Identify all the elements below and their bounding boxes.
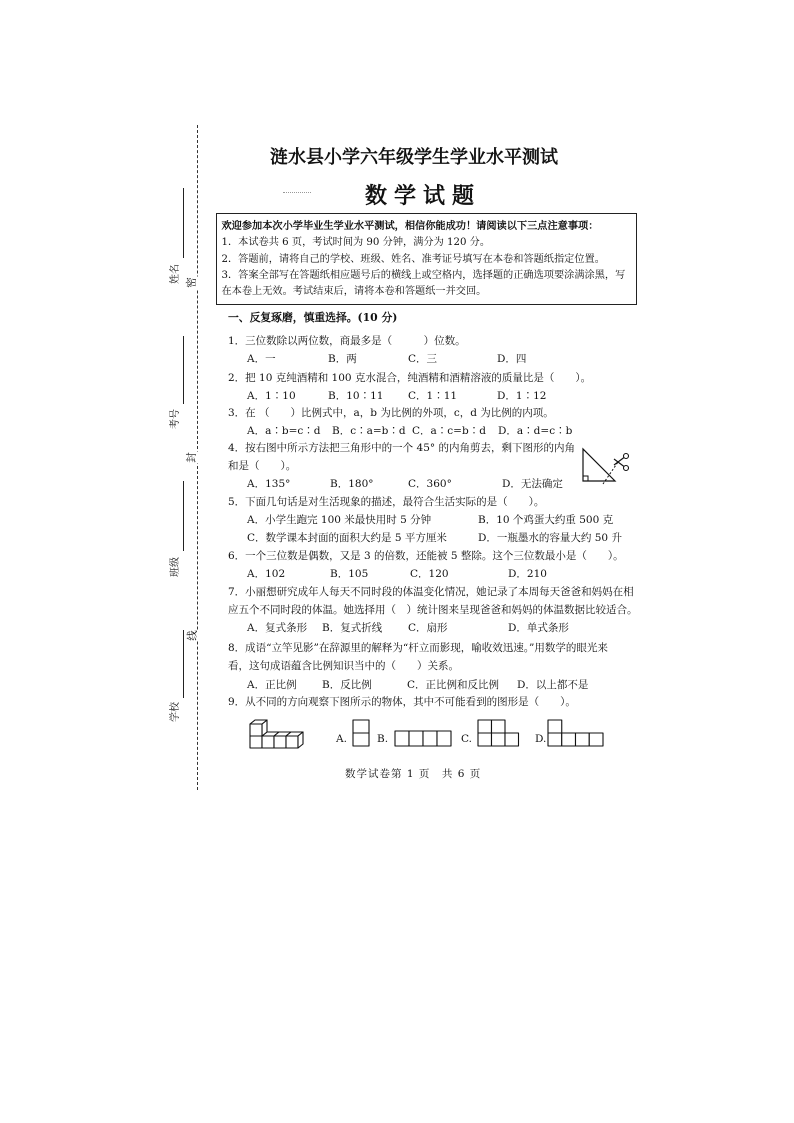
option-a-figure bbox=[353, 720, 369, 746]
option-c: C．360° bbox=[408, 478, 452, 490]
school-field-label: 学校 bbox=[170, 702, 181, 722]
option-a: A．135° bbox=[247, 478, 291, 490]
option-b: B．105 bbox=[330, 568, 369, 580]
question-stem: 3．在 （ ）比例式中，a，b 为比例的外项，c，d 为比例的内项。 bbox=[228, 407, 554, 419]
question-stem: 2．把 10 克纯酒精和 100 克水混合，纯酒精和酒精溶液的质量比是（ ）。 bbox=[228, 372, 592, 384]
notice-line: 3．答案全部写在答题纸相应题号后的横线上或空格内，选择题的正确选项要涂满涂黑，写 bbox=[221, 269, 626, 281]
option-a: A．a∶b=c∶d bbox=[247, 425, 321, 437]
notice-line: 1．本试卷共 6 页，考试时间为 90 分钟，满分为 120 分。 bbox=[221, 236, 491, 248]
option-d: D．以上都不是 bbox=[517, 679, 589, 691]
option-b: B．两 bbox=[328, 353, 357, 365]
option-b-figure bbox=[395, 731, 451, 746]
option-b: B．10 个鸡蛋大约重 500 克 bbox=[478, 514, 614, 526]
option-c: C．三 bbox=[408, 353, 438, 365]
name-field-label: 姓名 bbox=[170, 264, 181, 284]
option-c: C．1∶11 bbox=[408, 390, 458, 402]
subject-title: 数学试题 bbox=[365, 183, 482, 209]
notice-intro: 欢迎参加本次小学毕业生学业水平测试，相信你能成功！请阅读以下三点注意事项： bbox=[221, 219, 599, 232]
question-stem: 4．按右图中所示方法把三角形中的一个 45° 的内角剪去，剩下图形的内角 bbox=[228, 442, 575, 454]
option-d: D．210 bbox=[508, 568, 547, 580]
question-stem: 5．下面几句话是对生活现象的描述，最符合生活实际的是（ ）。 bbox=[228, 496, 545, 508]
cube-object-figure bbox=[250, 720, 303, 748]
seal-char-feng: 封 bbox=[185, 452, 198, 463]
option-d: D．无法确定 bbox=[502, 478, 563, 490]
option-d: D．a∶d=c∶b bbox=[498, 425, 573, 437]
question-stem-continued: 应五个不同时段的体温。她选择用（ ）统计图来呈现爸爸和妈妈的体温数据比较适合。 bbox=[228, 604, 638, 616]
option-d: D．一瓶墨水的容量大约 50 升 bbox=[478, 532, 622, 544]
page-footer: 数学试卷第 1 页 共 6 页 bbox=[345, 768, 482, 780]
section-heading: 一、反复琢磨，慎重选择。(10 分) bbox=[228, 311, 398, 324]
option-c: C．120 bbox=[410, 568, 449, 580]
option-a: A．1∶10 bbox=[247, 390, 296, 402]
option-d: D．1∶12 bbox=[497, 390, 547, 402]
option-d: D．四 bbox=[497, 353, 527, 365]
seal-char-xian: 线 bbox=[186, 630, 199, 641]
seal-char-mi: 密 bbox=[185, 277, 198, 288]
exam-number-underline bbox=[183, 336, 184, 404]
option-c-label: C. bbox=[461, 733, 472, 745]
page-title: 涟水县小学六年级学生学业水平测试 bbox=[270, 147, 558, 168]
question-stem: 8．成语“立竿见影”在辞源里的解释为“杆立而影现，喻收效迅速。”用数学的眼光来 bbox=[228, 642, 608, 654]
views-figure bbox=[245, 716, 610, 750]
question-stem-continued: 和是（ ）。 bbox=[228, 460, 297, 472]
class-underline bbox=[183, 481, 184, 551]
option-a: A．复式条形 bbox=[247, 622, 308, 634]
option-b: B．反比例 bbox=[322, 679, 372, 691]
question-stem-continued: 看，这句成语蕴含比例知识当中的（ ）关系。 bbox=[228, 660, 459, 672]
option-a-label: A. bbox=[336, 733, 347, 745]
option-d: D．单式条形 bbox=[508, 622, 569, 634]
triangle-cut-figure bbox=[578, 444, 632, 486]
option-a: A．小学生跑完 100 米最快用时 5 分钟 bbox=[247, 514, 432, 526]
question-stem: 9．从不同的方向观察下图所示的物体，其中不可能看到的图形是（ ）。 bbox=[228, 696, 576, 708]
option-c: C．正比例和反比例 bbox=[407, 679, 500, 691]
exam-number-field-label: 考号 bbox=[170, 409, 181, 429]
question-stem: 7．小丽想研究成年人每天不同时段的体温变化情况，她记录了本周每天爸爸和妈妈在相 bbox=[228, 586, 634, 598]
notice-line: 在本卷上无效。考试结束后，请将本卷和答题纸一并交回。 bbox=[221, 285, 487, 297]
option-c: C．数学课本封面的面积大约是 5 平方厘米 bbox=[247, 532, 447, 544]
name-underline bbox=[183, 188, 184, 258]
option-b: B．10∶11 bbox=[328, 390, 384, 402]
option-a: A．一 bbox=[247, 353, 276, 365]
right-angle-mark bbox=[583, 476, 588, 481]
option-c: C．a∶c=b∶d bbox=[412, 425, 486, 437]
school-underline bbox=[183, 630, 184, 698]
option-b: B．复式折线 bbox=[322, 622, 383, 634]
option-b-label: B. bbox=[377, 733, 389, 745]
option-d-figure bbox=[548, 720, 603, 746]
notice-line: 2．答题前，请将自己的学校、班级、姓名、准考证号填写在本卷和答题纸指定位置。 bbox=[221, 253, 605, 265]
question-stem: 6．一个三位数是偶数，又是 3 的倍数，还能被 5 整除。这个三位数最小是（ ）。 bbox=[228, 550, 624, 562]
title-dots bbox=[283, 192, 311, 193]
option-b: B．180° bbox=[330, 478, 374, 490]
scissors-icon bbox=[614, 454, 629, 471]
question-stem: 1．三位数除以两位数，商最多是（ ）位数。 bbox=[228, 335, 466, 347]
option-a: A．102 bbox=[247, 568, 286, 580]
option-c-figure bbox=[478, 720, 519, 746]
notice-box bbox=[216, 213, 637, 305]
option-d-label: D. bbox=[535, 733, 547, 745]
option-a: A．正比例 bbox=[247, 679, 297, 691]
option-c: C．扇形 bbox=[408, 622, 448, 634]
class-field-label: 班级 bbox=[170, 557, 181, 577]
option-b: B．c∶a=b∶d bbox=[332, 425, 406, 437]
